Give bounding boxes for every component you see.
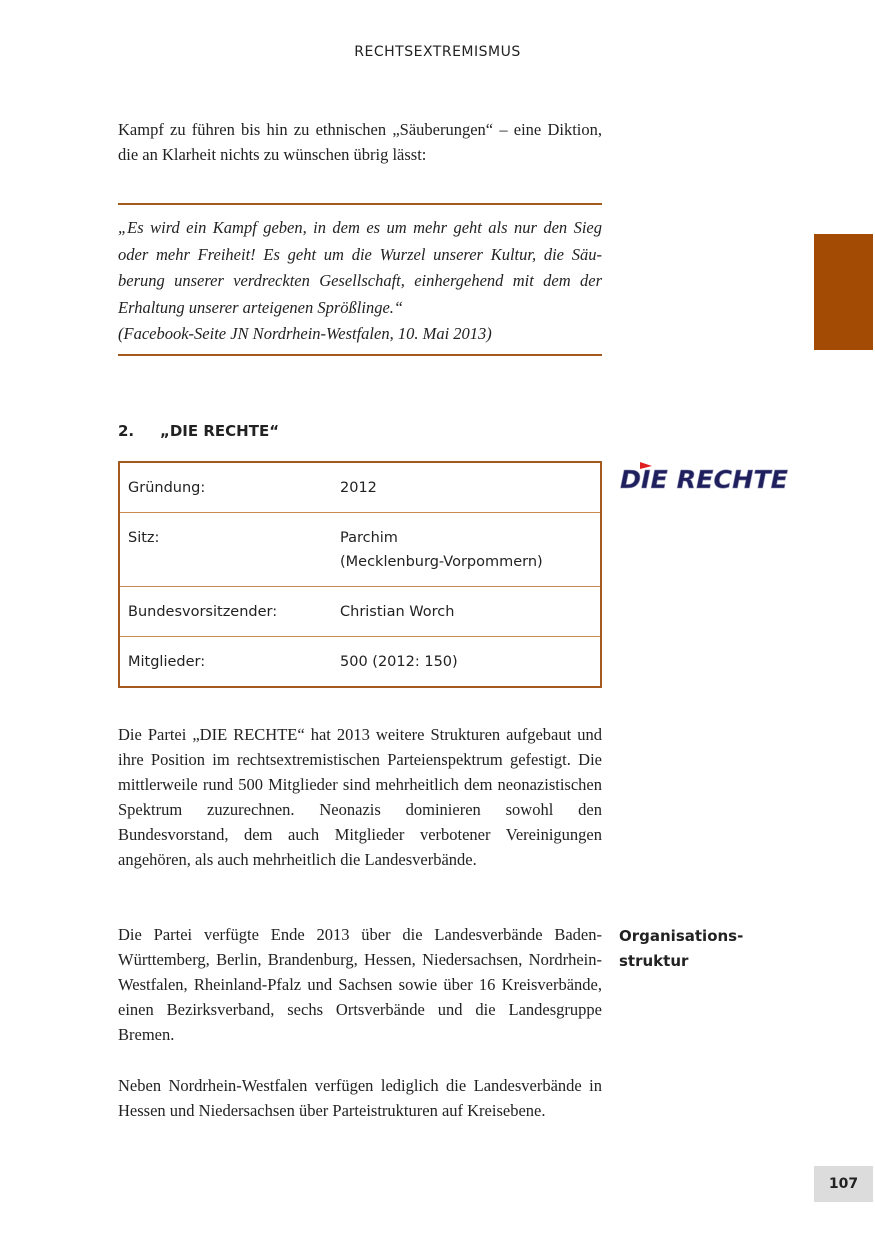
svg-text:DIE RECHTE: DIE RECHTE [620, 465, 788, 492]
body-paragraph: Neben Nordrhein-Westfalen verfügen lediglich die Landesverbände in Hessen und Niedersachsen über Parteistrukturen auf Kreisebene. [118, 1076, 602, 1120]
row-value: 2012 [332, 462, 601, 513]
row-value-line: (Mecklenburg-Vorpommern) [340, 554, 543, 570]
table-row [119, 513, 601, 587]
running-header: RECHTSEXTREMISMUS [354, 44, 521, 60]
row-label: Mitglieder: [128, 654, 206, 670]
table-row [119, 587, 601, 637]
quote-source: (Facebook-Seite JN Nordrhein-Westfalen, 10. Mai 2013) [118, 324, 492, 343]
block-quote [118, 215, 602, 348]
margin-note-line: struktur [619, 952, 689, 970]
margin-note-line: Organisations- [619, 927, 744, 945]
row-value: Christian Worch [332, 587, 601, 637]
body-paragraph: Die Partei verfügte Ende 2013 über die Landesverbände Baden-Württemberg, Berlin, Brandenburg, Hessen, Niedersachsen, Nordrhein-Westfalen, Rheinland-Pfalz und Sachsen sowie über 16 Kreisverbände, einen Bezirksverband, sechs Ortsverbände und die Landesgruppe Bremen. [118, 925, 602, 1044]
margin-note [619, 924, 743, 974]
quote-top-rule [118, 203, 602, 205]
chapter-tab-marker [814, 234, 873, 350]
section-number: 2. [118, 422, 135, 440]
table-row [119, 462, 601, 513]
row-value: 500 (2012: 150) [340, 654, 458, 670]
table-row [119, 637, 601, 688]
section-heading [118, 422, 279, 440]
quote-text: „Es wird ein Kampf geben, in dem es um mehr geht als nur den Sieg oder mehr Freiheit! Es geht um die Wurzel unserer Kultur, die Säuberung unserer verdreckten Gesellschaft, einhergehend mit dem der Erhaltung unserer arteigenen Sprößlinge.“ [118, 218, 602, 317]
fact-table [118, 461, 602, 688]
die-rechte-logo [618, 458, 790, 492]
quote-bottom-rule [118, 354, 602, 356]
row-label: Sitz: [119, 513, 332, 587]
intro-paragraph: Kampf zu führen bis hin zu ethnischen „Säuberungen“ – eine Diktion, die an Klarheit nichts zu wünschen übrig lässt: [118, 120, 602, 164]
row-value [332, 513, 601, 587]
section-title: „DIE RECHTE“ [160, 422, 280, 440]
row-label: Gründung: [119, 462, 332, 513]
body-paragraph: Die Partei „DIE RECHTE“ hat 2013 weitere Strukturen aufgebaut und ihre Position im rechtsextremistischen Parteienspektrum gefestigt. Die mittlerweile rund 500 Mitglieder sind mehrheitlich dem neonazistischen Spektrum zuzurechnen. Neonazis dominieren sowohl den Bundesvorstand, dem auch Mitglieder verbotener Vereinigungen angehören, als auch mehrheitlich die Landesverbände. [118, 725, 602, 869]
page-number: 107 [814, 1166, 873, 1202]
row-value-line: Parchim [340, 530, 398, 546]
row-label: Bundesvorsitzender: [119, 587, 332, 637]
